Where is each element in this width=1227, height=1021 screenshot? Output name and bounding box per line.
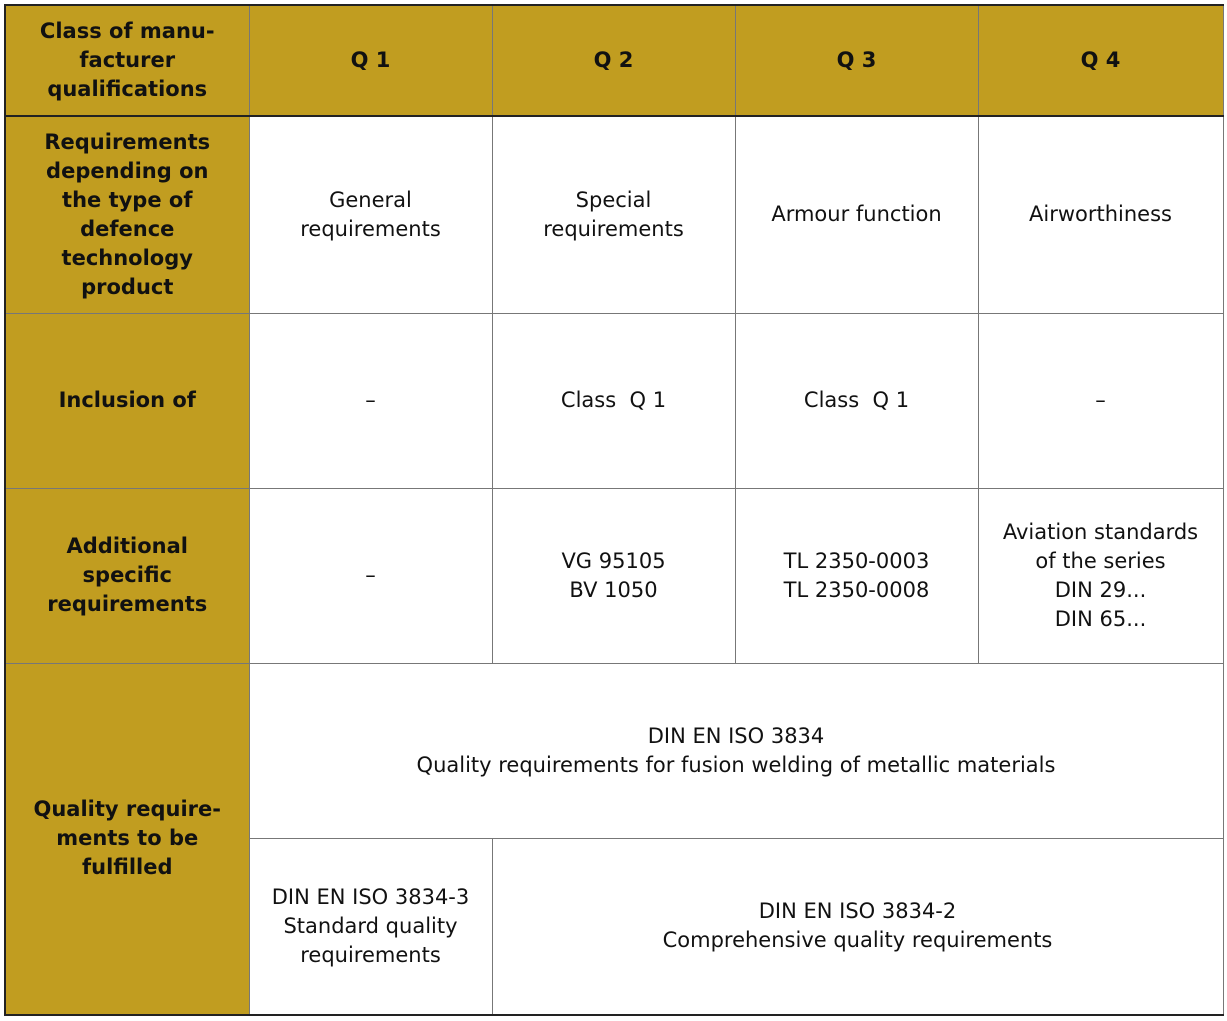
cell-line: Quality requirements for fusion welding of metallic materials — [416, 752, 1056, 777]
column-header-q1: Q 1 — [249, 5, 492, 116]
qualification-table — [4, 4, 1224, 1016]
cell-line: Comprehensive quality requirements — [662, 928, 1053, 953]
cell-inclusion-q3 — [735, 313, 978, 488]
row-label-additional — [5, 488, 249, 663]
row-label-line: product — [81, 274, 174, 299]
cell-quality-q1 — [249, 838, 492, 1015]
row-label-inclusion — [5, 313, 249, 488]
cell-line: Class Q 1 — [803, 388, 910, 412]
header-label-line: Class of manu- — [39, 19, 215, 43]
cell-line: DIN EN ISO 3834-2 — [758, 899, 957, 924]
cell-line: DIN 65... — [1054, 606, 1147, 631]
cell-line: – — [1095, 388, 1106, 412]
column-header-q3: Q 3 — [735, 5, 978, 116]
row-label-line: Quality require- — [33, 797, 221, 822]
row-label-line: specific — [82, 563, 172, 587]
cell-line: – — [365, 388, 376, 412]
row-label-line: the type of — [62, 187, 193, 212]
cell-requirements-q4 — [978, 116, 1223, 313]
cell-line: TL 2350-0008 — [783, 577, 930, 602]
cell-line: VG 95105 — [561, 548, 666, 573]
cell-quality-all — [249, 663, 1223, 838]
cell-line: DIN 29... — [1054, 577, 1147, 602]
column-header-q2: Q 2 — [492, 5, 735, 116]
cell-line: General — [329, 187, 412, 212]
cell-inclusion-q1 — [249, 313, 492, 488]
row-label-line: fulfilled — [81, 855, 173, 880]
row-label-line: defence — [80, 216, 175, 241]
cell-inclusion-q2 — [492, 313, 735, 488]
row-label-line: technology — [61, 245, 193, 270]
row-label-line: requirements — [47, 592, 208, 616]
table-row-inclusion — [5, 313, 1223, 488]
header-label-line: facturer — [79, 48, 176, 72]
header-row — [5, 5, 1223, 116]
cell-line: of the series — [1035, 548, 1166, 573]
row-label-requirements — [5, 116, 249, 313]
table-row-additional — [5, 488, 1223, 663]
cell-line: Special — [575, 187, 652, 212]
row-label-line: depending on — [46, 158, 209, 183]
row-label-line: Requirements — [44, 129, 211, 154]
cell-line: Class Q 1 — [560, 388, 667, 412]
row-label-line: Inclusion of — [58, 388, 196, 412]
header-label-cell — [5, 5, 249, 116]
cell-line: Armour function — [771, 202, 942, 227]
cell-requirements-q1 — [249, 116, 492, 313]
row-label-line: ments to be — [56, 826, 199, 851]
cell-line: requirements — [300, 942, 441, 967]
cell-additional-q1 — [249, 488, 492, 663]
column-header-q4: Q 4 — [978, 5, 1223, 116]
cell-requirements-q2 — [492, 116, 735, 313]
table-row-quality-span — [5, 663, 1223, 838]
cell-additional-q4 — [978, 488, 1223, 663]
cell-line: Aviation standards — [1002, 519, 1199, 544]
header-label-line: qualifications — [47, 77, 208, 101]
cell-line: Airworthiness — [1029, 202, 1172, 227]
cell-line: – — [365, 563, 376, 587]
cell-line: Standard quality — [283, 913, 458, 938]
cell-additional-q3 — [735, 488, 978, 663]
cell-requirements-q3 — [735, 116, 978, 313]
cell-line: DIN EN ISO 3834 — [647, 723, 825, 748]
cell-line: TL 2350-0003 — [783, 548, 930, 573]
row-label-quality — [5, 663, 249, 1015]
cell-line: DIN EN ISO 3834-3 — [271, 884, 470, 909]
table-row-requirements — [5, 116, 1223, 313]
cell-line: requirements — [543, 216, 684, 241]
cell-inclusion-q4 — [978, 313, 1223, 488]
cell-quality-q2-q4 — [492, 838, 1223, 1015]
cell-line: requirements — [300, 216, 441, 241]
row-label-line: Additional — [66, 534, 188, 558]
cell-additional-q2 — [492, 488, 735, 663]
cell-line: BV 1050 — [569, 577, 658, 602]
